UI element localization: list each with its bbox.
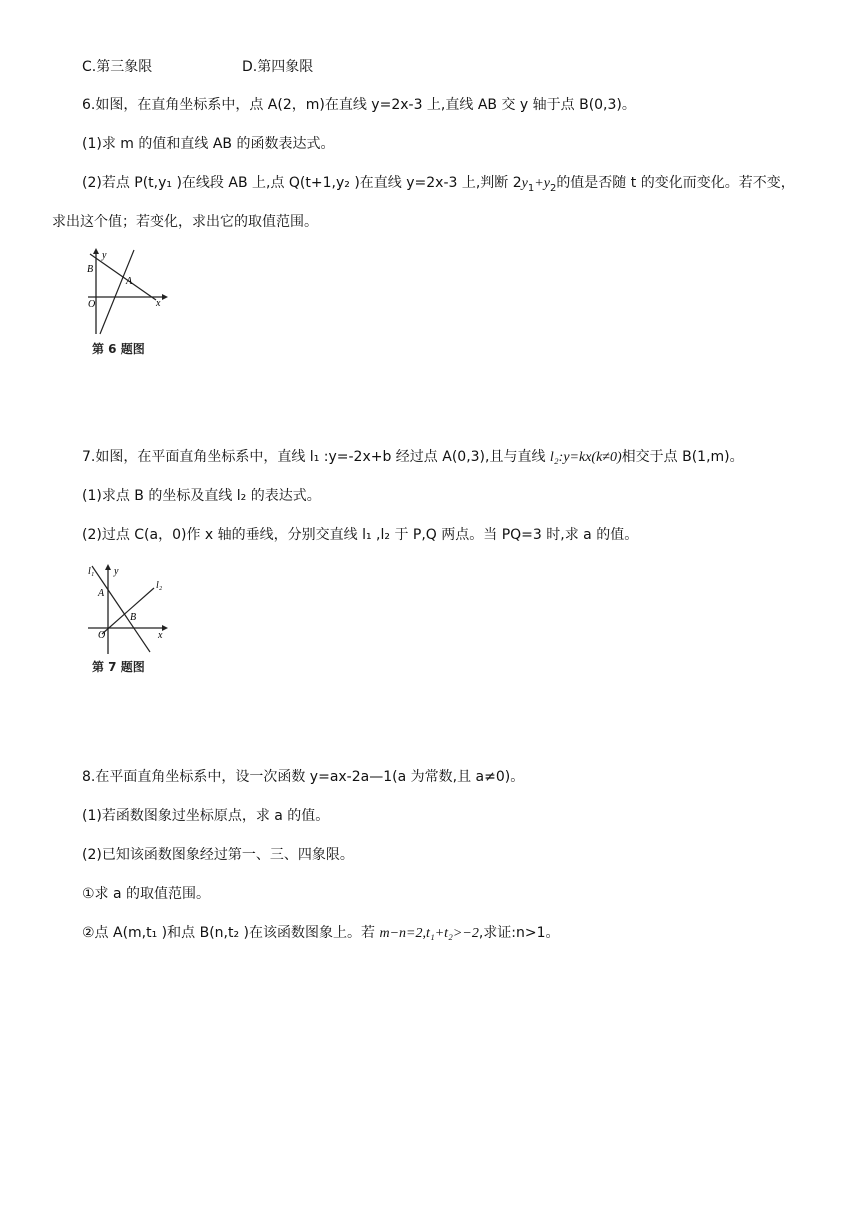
- question-8-part-1: (1)若函数图象过坐标原点，求 a 的值。: [82, 808, 330, 824]
- question-8-stem: 8.在平面直角坐标系中，设一次函数 y=ax-2a—1(a 为常数,且 a≠0)。: [82, 769, 525, 785]
- question-6-part-2-cont: 求出这个值；若变化，求出它的取值范围。: [52, 214, 318, 230]
- line-l2: [102, 588, 154, 634]
- y-axis-arrow-icon: [93, 248, 99, 254]
- expr-y2: y: [543, 176, 550, 191]
- expr-y1: y: [521, 176, 528, 191]
- question-6-part-2: [82, 173, 795, 199]
- question-8-sub-2-text-b: ,求证:n>1。: [478, 925, 560, 941]
- option-d: D.第四象限: [242, 59, 314, 75]
- y-axis-arrow-icon: [105, 564, 111, 570]
- question-7-part-2: (2)过点 C(a，0)作 x 轴的垂线，分别交直线 l₁ ,l₂ 于 P,Q 两点。当 PQ=3 时,求 a 的值。: [82, 527, 639, 543]
- label-b: B: [130, 612, 137, 623]
- figure-7-caption: 第 7 题图: [92, 660, 145, 674]
- question-8-part-2-sub-2: [82, 923, 560, 944]
- label-y: y: [102, 250, 107, 261]
- figure-7-graph: [84, 562, 174, 656]
- label-x: x: [158, 630, 163, 641]
- question-8-sub-2-text-a: ②点 A(m,t₁ )和点 B(n,t₂ )在该函数图象上。若: [82, 925, 380, 941]
- label-y: y: [114, 566, 119, 577]
- expr-sub-2: 2: [549, 182, 557, 194]
- question-8-part-2-sub-1: ①求 a 的取值范围。: [82, 886, 211, 902]
- line-y-2x-3: [100, 250, 134, 334]
- question-7-expr: l₂:y=kx(k≠0): [549, 450, 622, 465]
- option-c: C.第三象限: [82, 59, 153, 75]
- expr-sub-1: 1: [527, 182, 535, 194]
- label-l2: l₂: [156, 580, 163, 591]
- question-7-part-1: (1)求点 B 的坐标及直线 l₂ 的表达式。: [82, 488, 321, 504]
- question-6-part-2-text-b: 的值是否随 t 的变化而变化。若不变，: [556, 175, 795, 191]
- label-a: A: [126, 276, 133, 287]
- question-8-sub-2-expr: m−n=2,t₁+t₂>−2: [379, 926, 479, 941]
- question-6-part-1: (1)求 m 的值和直线 AB 的函数表达式。: [82, 136, 335, 152]
- question-7-text-a: 7.如图，在平面直角坐标系中，直线 l₁ :y=-2x+b 经过点 A(0,3),且与直线: [82, 449, 550, 465]
- figure-6: [84, 248, 174, 338]
- x-axis-arrow-icon: [162, 625, 168, 631]
- expr-plus: +: [534, 176, 544, 191]
- figure-6-caption: 第 6 题图: [92, 342, 145, 356]
- figure-7: [84, 562, 174, 656]
- label-origin: O: [88, 299, 96, 310]
- question-7-text-b: 相交于点 B(1,m)。: [621, 449, 744, 465]
- question-6-part-2-text-a: (2)若点 P(t,y₁ )在线段 AB 上,点 Q(t+1,y₂ )在直线 y=2x-3 上,判断 2: [82, 175, 522, 191]
- label-l1: l₁: [88, 566, 95, 577]
- label-b: B: [87, 264, 94, 275]
- label-origin: O: [98, 630, 106, 641]
- label-x: x: [156, 298, 161, 309]
- x-axis-arrow-icon: [162, 294, 168, 300]
- figure-6-graph: [84, 248, 174, 338]
- question-8-part-2: (2)已知该函数图象经过第一、三、四象限。: [82, 847, 354, 863]
- question-6-stem: 6.如图，在直角坐标系中，点 A(2，m)在直线 y=2x-3 上,直线 AB 交 y 轴于点 B(0,3)。: [82, 97, 636, 113]
- question-7-stem: [82, 447, 744, 468]
- label-a: A: [98, 588, 105, 599]
